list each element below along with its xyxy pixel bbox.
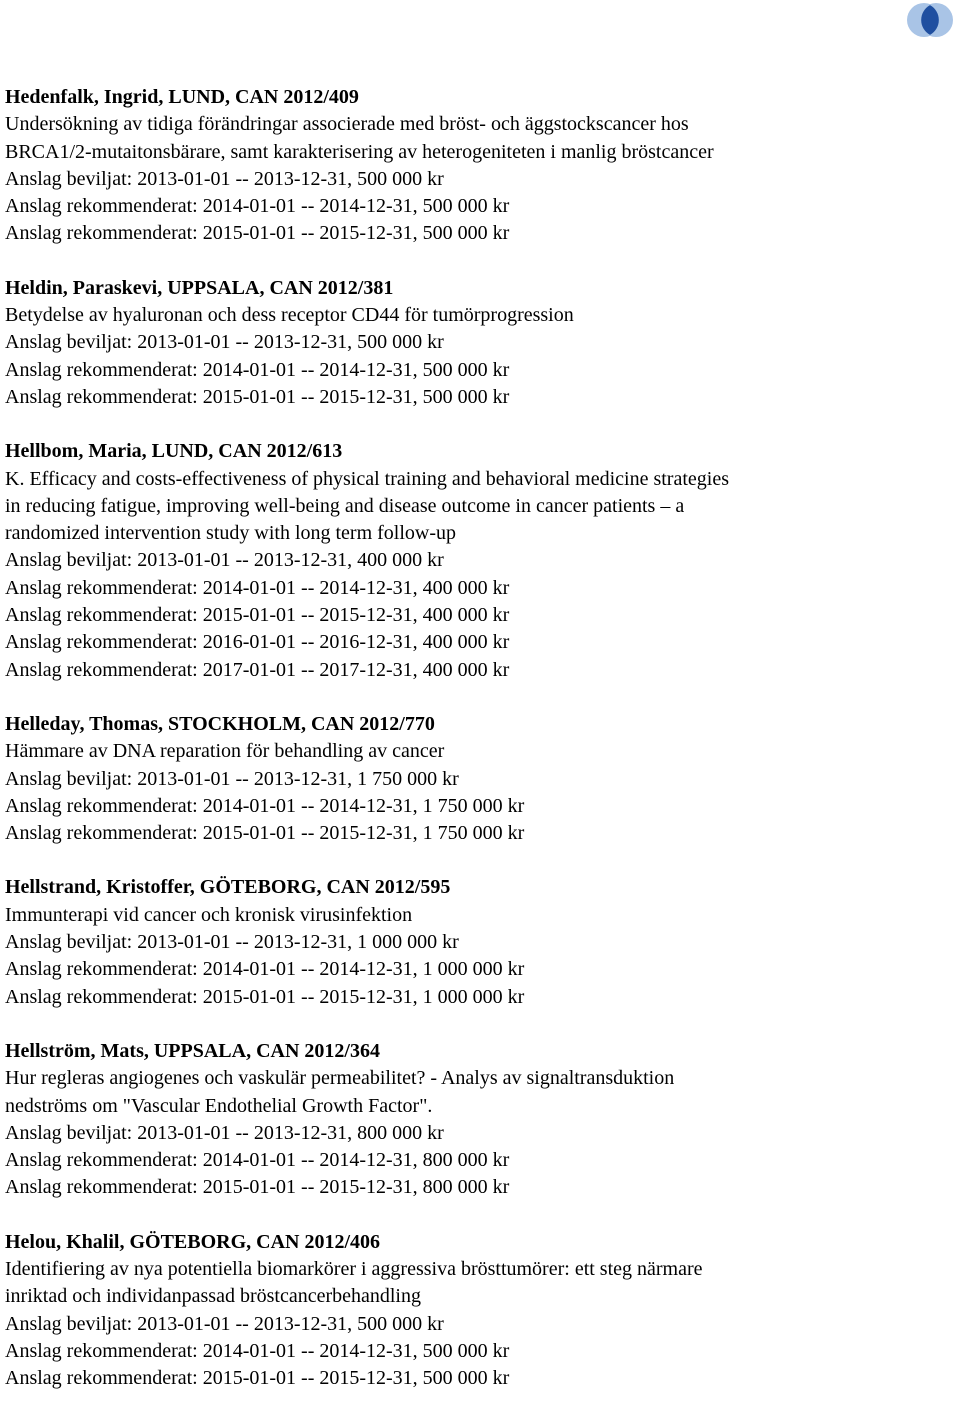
- grant-line: Anslag beviljat: 2013-01-01 -- 2013-12-31, 400 000 kr: [5, 549, 444, 572]
- project-title-line: BRCA1/2-mutaitonsbärare, samt karakterisering av heterogeniteten i manlig bröstcancer: [5, 140, 714, 163]
- grant-entry: [5, 84, 955, 248]
- grant-entry: [5, 275, 955, 411]
- project-title-line: randomized intervention study with long term follow-up: [5, 522, 457, 545]
- applicant-header: Hellstrand, Kristoffer, GÖTEBORG, CAN 2012/595: [5, 876, 451, 899]
- grant-line: Anslag rekommenderat: 2014-01-01 -- 2014-12-31, 1 750 000 kr: [5, 794, 525, 817]
- applicant-header: Hellström, Mats, UPPSALA, CAN 2012/364: [5, 1039, 380, 1062]
- grant-line: Anslag rekommenderat: 2014-01-01 -- 2014-12-31, 500 000 kr: [5, 358, 510, 381]
- grant-line: Anslag beviljat: 2013-01-01 -- 2013-12-31, 1 000 000 kr: [5, 931, 459, 954]
- grant-line: Anslag rekommenderat: 2015-01-01 -- 2015-12-31, 400 000 kr: [5, 604, 510, 627]
- grant-line: Anslag rekommenderat: 2014-01-01 -- 2014-12-31, 400 000 kr: [5, 576, 510, 599]
- grant-entry: [5, 874, 955, 1010]
- project-title-line: Hämmare av DNA reparation för behandling av cancer: [5, 740, 445, 763]
- grant-entry: [5, 1038, 955, 1202]
- grant-entry: [5, 711, 955, 847]
- grant-line: Anslag beviljat: 2013-01-01 -- 2013-12-31, 800 000 kr: [5, 1121, 444, 1144]
- grant-line: Anslag rekommenderat: 2016-01-01 -- 2016-12-31, 400 000 kr: [5, 631, 510, 654]
- grant-entry: [5, 1229, 955, 1393]
- grant-line: Anslag rekommenderat: 2014-01-01 -- 2014-12-31, 1 000 000 kr: [5, 958, 525, 981]
- grant-line: Anslag rekommenderat: 2017-01-01 -- 2017-12-31, 400 000 kr: [5, 658, 510, 681]
- grant-line: Anslag beviljat: 2013-01-01 -- 2013-12-31, 500 000 kr: [5, 167, 444, 190]
- applicant-header: Helou, Khalil, GÖTEBORG, CAN 2012/406: [5, 1230, 381, 1253]
- grant-line: Anslag rekommenderat: 2015-01-01 -- 2015-12-31, 1 000 000 kr: [5, 985, 525, 1008]
- project-title-line: Hur regleras angiogenes och vaskulär permeabilitet? - Analys av signaltransduktion: [5, 1067, 675, 1090]
- project-title-line: inriktad och individanpassad bröstcancerbehandling: [5, 1285, 421, 1308]
- grant-entry: [5, 438, 955, 684]
- project-title-line: K. Efficacy and costs-effectiveness of physical training and behavioral medicine strategies: [5, 467, 729, 490]
- project-title-line: in reducing fatigue, improving well-being and disease outcome in cancer patients – a: [5, 494, 685, 517]
- applicant-header: Heldin, Paraskevi, UPPSALA, CAN 2012/381: [5, 276, 394, 299]
- grant-line: Anslag beviljat: 2013-01-01 -- 2013-12-31, 500 000 kr: [5, 1312, 444, 1335]
- applicant-header: Helleday, Thomas, STOCKHOLM, CAN 2012/770: [5, 712, 435, 735]
- project-title-line: Betydelse av hyaluronan och dess receptor CD44 för tumörprogression: [5, 304, 574, 327]
- grant-line: Anslag rekommenderat: 2015-01-01 -- 2015-12-31, 500 000 kr: [5, 1367, 510, 1390]
- applicant-header: Hellbom, Maria, LUND, CAN 2012/613: [5, 440, 343, 463]
- grant-line: Anslag rekommenderat: 2015-01-01 -- 2015-12-31, 1 750 000 kr: [5, 822, 525, 845]
- grant-line: Anslag rekommenderat: 2015-01-01 -- 2015-12-31, 800 000 kr: [5, 1176, 510, 1199]
- project-title-line: Immunterapi vid cancer och kronisk virusinfektion: [5, 903, 413, 926]
- overlapping-circles-logo-icon: [902, 0, 958, 40]
- grant-line: Anslag beviljat: 2013-01-01 -- 2013-12-31, 500 000 kr: [5, 331, 444, 354]
- grant-line: Anslag rekommenderat: 2014-01-01 -- 2014-12-31, 800 000 kr: [5, 1149, 510, 1172]
- project-title-line: Identifiering av nya potentiella biomarkörer i aggressiva brösttumörer: ett steg närmare: [5, 1257, 703, 1280]
- grant-line: Anslag rekommenderat: 2014-01-01 -- 2014-12-31, 500 000 kr: [5, 195, 510, 218]
- grant-line: Anslag rekommenderat: 2015-01-01 -- 2015-12-31, 500 000 kr: [5, 222, 510, 245]
- grant-line: Anslag beviljat: 2013-01-01 -- 2013-12-31, 1 750 000 kr: [5, 767, 459, 790]
- grant-line: Anslag rekommenderat: 2015-01-01 -- 2015-12-31, 500 000 kr: [5, 385, 510, 408]
- grant-list: [5, 84, 955, 1419]
- grant-line: Anslag rekommenderat: 2014-01-01 -- 2014-12-31, 500 000 kr: [5, 1339, 510, 1362]
- project-title-line: Undersökning av tidiga förändringar associerade med bröst- och äggstockscancer hos: [5, 113, 689, 136]
- project-title-line: nedströms om "Vascular Endothelial Growth Factor".: [5, 1094, 433, 1117]
- applicant-header: Hedenfalk, Ingrid, LUND, CAN 2012/409: [5, 86, 359, 108]
